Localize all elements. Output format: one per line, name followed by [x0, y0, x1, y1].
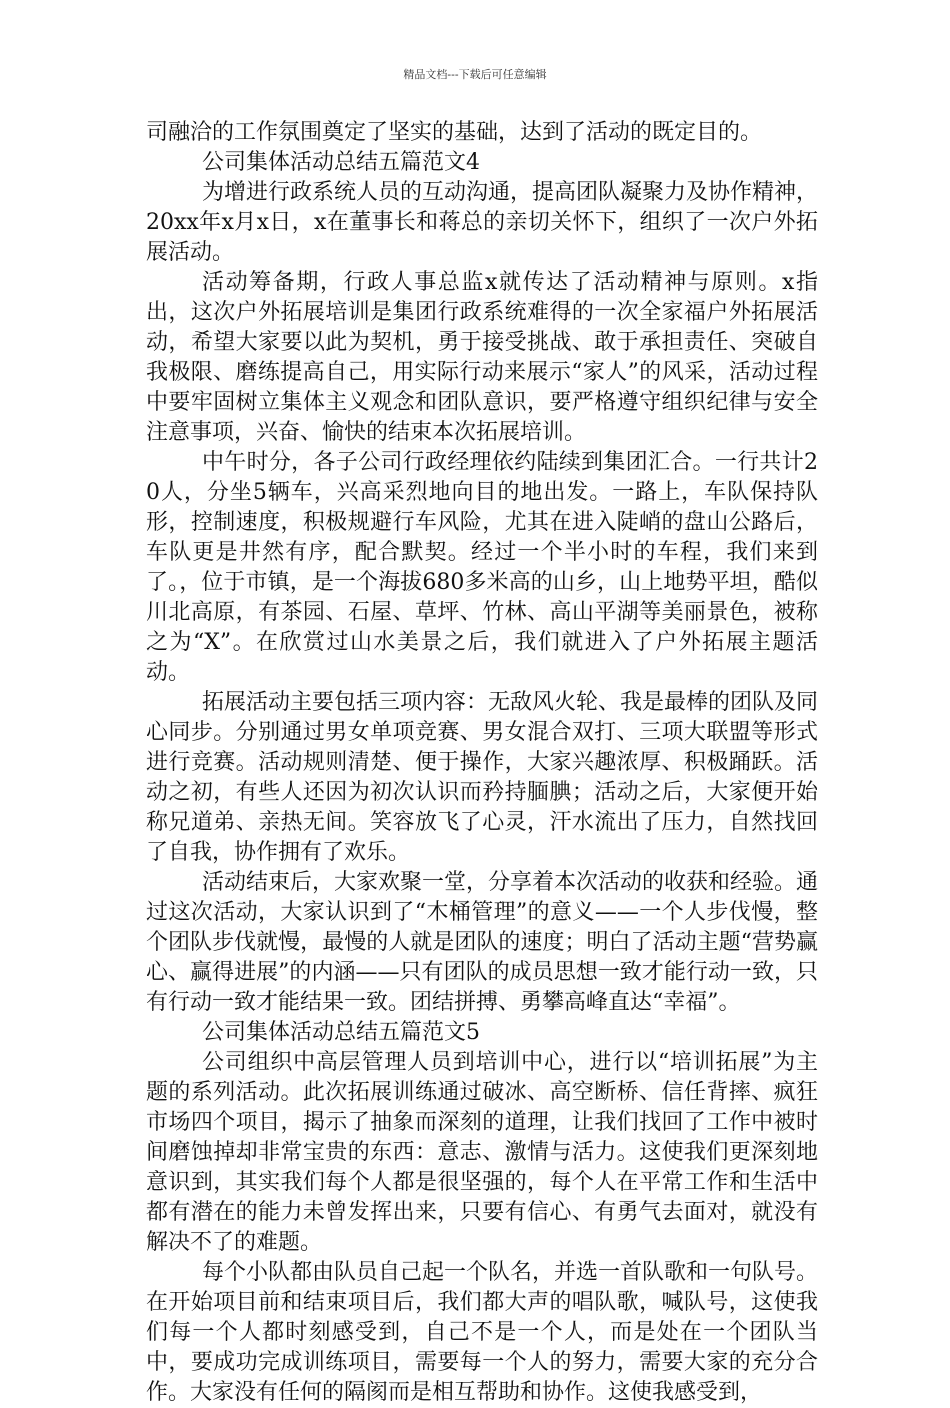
document-body — [146, 118, 818, 1408]
paragraph: 为增进行政系统人员的互动沟通，提高团队凝聚力及协作精神，20xx年x月x日，x在董事长和蒋总的亲切关怀下，组织了一次户外拓展活动。 — [146, 180, 819, 265]
paragraph: 拓展活动主要包括三项内容：无敌风火轮、我是最棒的团队及同心同步。分别通过男女单项竞赛、男女混合双打、三项大联盟等形式进行竞赛。活动规则清楚、便于操作，大家兴趣浓厚、积极踊跃。活动之初，有些人还因为初次认识而矜持腼腆；活动之后，大家便开始称兄道弟、亲热无间。笑容放飞了心灵，汗水流出了压力，自然找回了自我，协作拥有了欢乐。 — [146, 690, 819, 865]
paragraph: 公司组织中高层管理人员到培训中心，进行以“培训拓展”为主题的系列活动。此次拓展训练通过破冰、高空断桥、信任背摔、疯狂市场四个项目，揭示了抽象而深刻的道理，让我们找回了工作中被时间磨蚀掉却非常宝贵的东西：意志、激情与活力。这使我们更深刻地意识到，其实我们每个人都是很坚强的，每个人在平常工作和生活中都有潜在的能力未曾发挥出来，只要有信心、有勇气去面对，就没有解决不了的难题。 — [146, 1050, 818, 1255]
section-heading: 公司集体活动总结五篇范文5 — [202, 1020, 480, 1045]
paragraph: 中午时分，各子公司行政经理依约陆续到集团汇合。一行共计20人，分坐5辆车，兴高采烈地向目的地出发。一路上，车队保持队形，控制速度，积极规避行车风险，尤其在进入陡峭的盘山公路后，车队更是井然有序，配合默契。经过一个半小时的车程，我们来到了。，位于市镇，是一个海拔680多米高的山乡，山上地势平坦，酷似川北高原，有茶园、石屋、草坪、竹林、高山平湖等美丽景色，被称之为“X”。在欣赏过山水美景之后，我们就进入了户外拓展主题活动。 — [146, 450, 818, 685]
paragraph: 活动结束后，大家欢聚一堂，分享着本次活动的收获和经验。通过这次活动，大家认识到了“木桶管理”的意义——一个人步伐慢，整个团队步伐就慢，最慢的人就是团队的速度；明白了活动主题“营势赢心、赢得进展”的内涵——只有团队的成员思想一致才能行动一致，只有行动一致才能结果一致。团结拼搏、勇攀高峰直达“幸福”。 — [146, 870, 819, 1015]
section-heading: 公司集体活动总结五篇范文4 — [202, 150, 480, 175]
page-header: 精品文档---下载后可任意编辑 — [403, 68, 547, 81]
paragraph: 每个小队都由队员自己起一个队名，并选一首队歌和一句队号。在开始项目前和结束项目后，我们都大声的唱队歌，喊队号，这使我们每一个人都时刻感受到，自己不是一个人，而是处在一个团队当中，要成功完成训练项目，需要每一个人的努力，需要大家的充分合作。大家没有任何的隔阂而是相互帮助和协作。这使我感受到， — [146, 1260, 819, 1405]
paragraph: 司融洽的工作氛围奠定了坚实的基础，达到了活动的既定目的。 — [146, 120, 763, 145]
paragraph: 活动筹备期，行政人事总监x就传达了活动精神与原则。x指出，这次户外拓展培训是集团行政系统难得的一次全家福户外拓展活动，希望大家要以此为契机，勇于接受挑战、敢于承担责任、突破自我极限、磨练提高自己，用实际行动来展示“家人”的风采，活动过程中要牢固树立集体主义观念和团队意识，要严格遵守组织纪律与安全注意事项，兴奋、愉快的结束本次拓展培训。 — [146, 270, 818, 445]
